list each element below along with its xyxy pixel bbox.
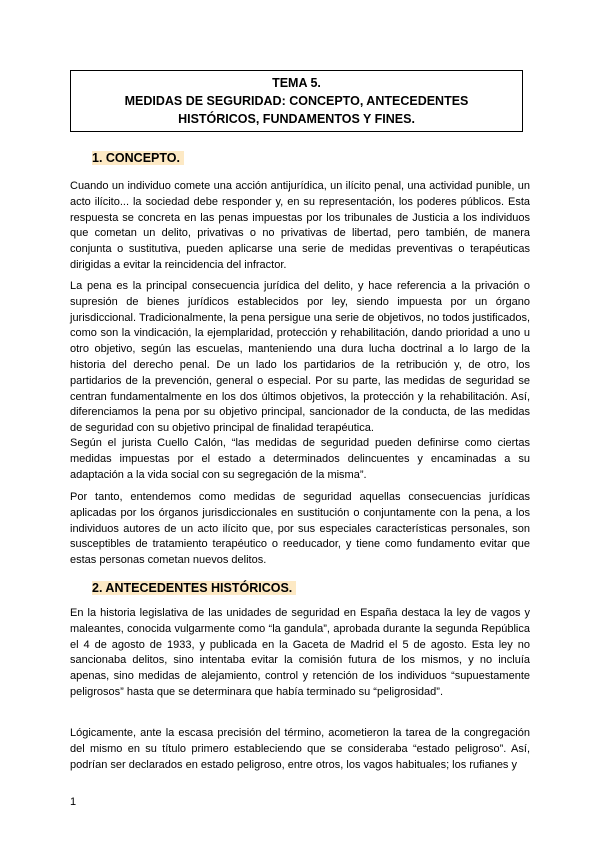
section-heading-text: 2. ANTECEDENTES HISTÓRICOS. <box>92 581 296 595</box>
paragraph-1: Cuando un individuo comete una acción antijurídica, un ilícito penal, una actividad punible, un acto ilícito... la sociedad debe responder y, en su representación, los poderes públicos. Esta respuesta se concreta en las penas impuestas por los tribunales de Justicia a los individuos que cometan un delito, privativas o no privativas de libertad, pero también, de manera conjunta o sustitutiva, pueden aplicarse una serie de medidas preventivas o terapéuticas dirigidas a evitar la reincidencia del infractor. <box>70 180 530 271</box>
paragraph-3: Según el jurista Cuello Calón, “las medidas de seguridad pueden definirse como ciertas medidas impuestas por el estado a determinados delincuentes y encaminadas a su adaptación a la vida social con su segregación de la misma”. <box>70 437 530 481</box>
title-box <box>70 70 523 132</box>
title-line-3: HISTÓRICOS, FUNDAMENTOS Y FINES. <box>178 112 415 126</box>
title-line-2: MEDIDAS DE SEGURIDAD: CONCEPTO, ANTECEDENTES <box>124 94 469 108</box>
paragraph-4: Por tanto, entendemos como medidas de seguridad aquellas consecuencias jurídicas aplicadas por los órganos jurisdiccionales en sustitución o conjuntamente con la pena, a los individuos autores de un acto ilícito que, por sus especiales características personales, son susceptibles de tratamiento terapéutico o reeducador, y tiene como fundamento evitar que estas personas cometan nuevos delitos. <box>70 491 530 567</box>
section-heading-concepto <box>92 150 312 166</box>
paragraph-5: En la historia legislativa de las unidades de seguridad en España destaca la ley de vagos y maleantes, conocida vulgarmente como “la gandula”, aprobada durante la segunda República el 4 de agosto de 1933, y publicada en la Gaceta de Madrid el 5 de agosto. Esta ley no sancionaba delitos, sino intentaba evitar la comisión futura de los mismos, y no incluía apenas, sino medidas de alejamiento, control y retención de los individuos “supuestamente peligrosos” hasta que se determinara que había terminado su “peligrosidad”. <box>70 607 530 698</box>
section-heading-text: 1. CONCEPTO. <box>92 151 184 165</box>
paragraph-2: La pena es la principal consecuencia jurídica del delito, y hace referencia a la privación o supresión de bienes jurídicos establecidos por ley, siendo impuesta por un órgano jurisdiccional. Tradicionalmente, la pena persigue una serie de objetivos, no todos justificados, como son la vindicación, la ejemplaridad, protección y rehabilitación, dando prioridad a uno u otro objetivo, según las escuelas, manteniendo una dura lucha doctrinal a lo largo de la historia del derecho penal. De un lado los partidarios de la retribución y, de otro, los partidarios de la prevención, general o especial. Por su parte, las medidas de seguridad se centran fundamentalmente en los dos últimos objetivos, la protección y la rehabilitación. Así, diferenciamos la pena por su objetivo principal, sancionador de la conducta, de las medidas de seguridad con su objetivo principal de finalidad terapéutica. <box>70 280 530 435</box>
paragraph-6: Lógicamente, ante la escasa precisión del término, acometieron la tarea de la congregación del mismo en su título primero estableciendo que se consideraba “estado peligroso”. Así, podrían ser declarados en estado peligroso, entre otros, los vagos habituales; los rufianes y <box>70 727 530 771</box>
section-heading-antecedentes <box>92 580 352 596</box>
page-number: 1 <box>70 796 77 808</box>
title-line-1: TEMA 5. <box>272 76 321 90</box>
